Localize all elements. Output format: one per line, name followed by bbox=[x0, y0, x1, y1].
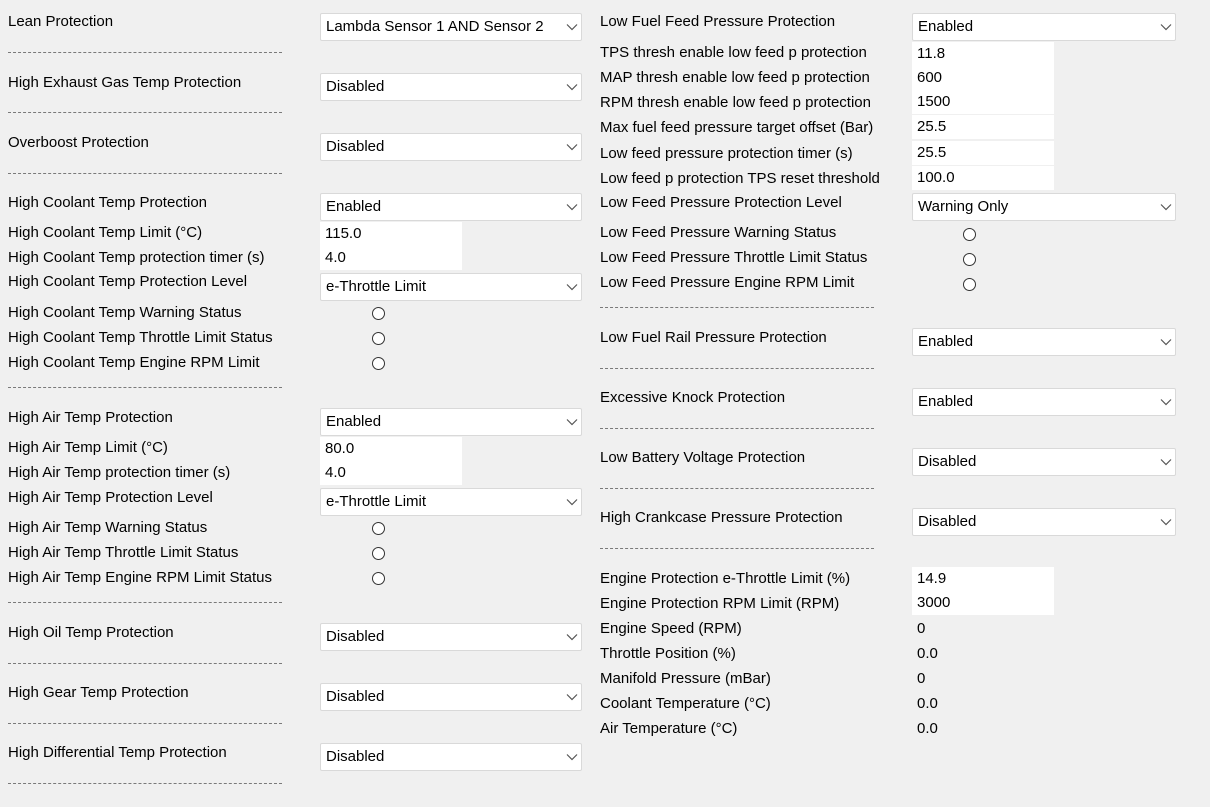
battery-protection-label: Low Battery Voltage Protection bbox=[600, 449, 806, 466]
knock-protection-select[interactable] bbox=[912, 388, 1176, 416]
chevron-down-icon bbox=[563, 280, 581, 294]
coolant-level-value: e-Throttle Limit bbox=[326, 278, 427, 295]
chevron-down-icon bbox=[1157, 20, 1175, 34]
knock-protection-label: Excessive Knock Protection bbox=[600, 389, 786, 406]
lfp-warning-radio-icon bbox=[963, 228, 976, 241]
chevron-down-icon bbox=[563, 630, 581, 644]
air-limit-input[interactable]: 80.0 bbox=[320, 437, 462, 461]
rail-protection-select[interactable] bbox=[912, 328, 1176, 356]
lfp-max-offset-label: Max fuel feed pressure target offset (Bar) bbox=[600, 119, 874, 136]
throttle-position-label: Throttle Position (%) bbox=[600, 645, 736, 662]
chevron-down-icon bbox=[563, 20, 581, 34]
oil-protection-label: High Oil Temp Protection bbox=[8, 624, 174, 641]
separator bbox=[8, 173, 282, 175]
lfp-level-select[interactable] bbox=[912, 193, 1176, 221]
lfp-rpm-radio-icon bbox=[963, 278, 976, 291]
lfp-tps-reset-label: Low feed p protection TPS reset threshold bbox=[600, 170, 880, 187]
coolant-rpm-label: High Coolant Temp Engine RPM Limit bbox=[8, 354, 260, 371]
air-level-value: e-Throttle Limit bbox=[326, 493, 427, 510]
separator bbox=[8, 387, 282, 389]
air-timer-label: High Air Temp protection timer (s) bbox=[8, 464, 231, 481]
diff-protection-value: Disabled bbox=[326, 748, 385, 765]
rpm-limit-input[interactable]: 3000 bbox=[912, 591, 1054, 615]
lfp-warning-label: Low Feed Pressure Warning Status bbox=[600, 224, 837, 241]
overboost-protection-label: Overboost Protection bbox=[8, 134, 149, 151]
lfp-tps-label: TPS thresh enable low feed p protection bbox=[600, 44, 867, 61]
chevron-down-icon bbox=[563, 200, 581, 214]
lfp-protection-select[interactable] bbox=[912, 13, 1176, 41]
lfp-tps-reset-input[interactable]: 100.0 bbox=[912, 166, 1054, 190]
egt-protection-label: High Exhaust Gas Temp Protection bbox=[8, 74, 242, 91]
lean-protection-select[interactable] bbox=[320, 13, 582, 41]
separator bbox=[600, 548, 874, 550]
air-level-label: High Air Temp Protection Level bbox=[8, 489, 213, 506]
chevron-down-icon bbox=[1157, 515, 1175, 529]
air-limit-label: High Air Temp Limit (°C) bbox=[8, 439, 168, 456]
engine-speed-value: 0 bbox=[917, 620, 926, 637]
etl-input[interactable]: 14.9 bbox=[912, 567, 1054, 591]
separator bbox=[8, 663, 282, 665]
lfp-timer-label: Low feed pressure protection timer (s) bbox=[600, 145, 853, 162]
coolant-level-select[interactable] bbox=[320, 273, 582, 301]
battery-protection-value: Disabled bbox=[918, 453, 977, 470]
lfp-protection-value: Enabled bbox=[918, 18, 974, 35]
chevron-down-icon bbox=[1157, 455, 1175, 469]
knock-protection-value: Enabled bbox=[918, 393, 974, 410]
separator bbox=[600, 428, 874, 430]
separator bbox=[8, 783, 282, 785]
engine-speed-label: Engine Speed (RPM) bbox=[600, 620, 742, 637]
coolant-protection-label: High Coolant Temp Protection bbox=[8, 194, 207, 211]
coolant-limit-input[interactable]: 115.0 bbox=[320, 222, 462, 246]
coolant-throttle-radio-icon bbox=[372, 332, 385, 345]
lfp-max-offset-input[interactable]: 25.5 bbox=[912, 115, 1054, 139]
lfp-throttle-radio-icon bbox=[963, 253, 976, 266]
rpm-limit-label: Engine Protection RPM Limit (RPM) bbox=[600, 595, 840, 612]
lfp-level-label: Low Feed Pressure Protection Level bbox=[600, 194, 842, 211]
diff-protection-label: High Differential Temp Protection bbox=[8, 744, 227, 761]
rail-protection-label: Low Fuel Rail Pressure Protection bbox=[600, 329, 827, 346]
air-temperature-value: 0.0 bbox=[917, 720, 938, 737]
gear-protection-select[interactable] bbox=[320, 683, 582, 711]
coolant-rpm-radio-icon bbox=[372, 357, 385, 370]
coolant-warning-radio-icon bbox=[372, 307, 385, 320]
chevron-down-icon bbox=[563, 495, 581, 509]
lfp-rpm-thresh-input[interactable]: 1500 bbox=[912, 90, 1054, 114]
coolant-temperature-value: 0.0 bbox=[917, 695, 938, 712]
gear-protection-value: Disabled bbox=[326, 688, 385, 705]
air-rpm-radio-icon bbox=[372, 572, 385, 585]
chevron-down-icon bbox=[1157, 335, 1175, 349]
lfp-rpm-label: Low Feed Pressure Engine RPM Limit bbox=[600, 274, 855, 291]
lfp-level-value: Warning Only bbox=[918, 198, 1009, 215]
lfp-tps-input[interactable]: 11.8 bbox=[912, 42, 1054, 66]
oil-protection-select[interactable] bbox=[320, 623, 582, 651]
air-throttle-label: High Air Temp Throttle Limit Status bbox=[8, 544, 239, 561]
air-protection-label: High Air Temp Protection bbox=[8, 409, 173, 426]
coolant-warning-label: High Coolant Temp Warning Status bbox=[8, 304, 242, 321]
manifold-pressure-value: 0 bbox=[917, 670, 926, 687]
oil-protection-value: Disabled bbox=[326, 628, 385, 645]
lfp-timer-input[interactable]: 25.5 bbox=[912, 141, 1054, 165]
air-level-select[interactable] bbox=[320, 488, 582, 516]
lean-protection-label: Lean Protection bbox=[8, 13, 114, 30]
chevron-down-icon bbox=[563, 140, 581, 154]
lean-protection-value: Lambda Sensor 1 AND Sensor 2 bbox=[326, 18, 544, 35]
separator bbox=[8, 723, 282, 725]
air-throttle-radio-icon bbox=[372, 547, 385, 560]
separator bbox=[600, 488, 874, 490]
gear-protection-label: High Gear Temp Protection bbox=[8, 684, 189, 701]
coolant-protection-value: Enabled bbox=[326, 198, 382, 215]
coolant-timer-label: High Coolant Temp protection timer (s) bbox=[8, 249, 265, 266]
air-protection-value: Enabled bbox=[326, 413, 382, 430]
air-temperature-label: Air Temperature (°C) bbox=[600, 720, 738, 737]
air-warning-radio-icon bbox=[372, 522, 385, 535]
separator bbox=[8, 52, 282, 54]
coolant-limit-label: High Coolant Temp Limit (°C) bbox=[8, 224, 203, 241]
coolant-throttle-label: High Coolant Temp Throttle Limit Status bbox=[8, 329, 273, 346]
chevron-down-icon bbox=[563, 415, 581, 429]
coolant-level-label: High Coolant Temp Protection Level bbox=[8, 273, 248, 290]
air-rpm-label: High Air Temp Engine RPM Limit Status bbox=[8, 569, 273, 586]
crankcase-protection-select[interactable] bbox=[912, 508, 1176, 536]
throttle-position-value: 0.0 bbox=[917, 645, 938, 662]
air-warning-label: High Air Temp Warning Status bbox=[8, 519, 208, 536]
air-protection-select[interactable] bbox=[320, 408, 582, 436]
egt-protection-select[interactable] bbox=[320, 73, 582, 101]
lfp-protection-label: Low Fuel Feed Pressure Protection bbox=[600, 13, 836, 30]
air-timer-input[interactable]: 4.0 bbox=[320, 461, 462, 485]
coolant-protection-select[interactable] bbox=[320, 193, 582, 221]
battery-protection-select[interactable] bbox=[912, 448, 1176, 476]
separator bbox=[8, 112, 282, 114]
chevron-down-icon bbox=[563, 750, 581, 764]
overboost-protection-value: Disabled bbox=[326, 138, 385, 155]
crankcase-protection-label: High Crankcase Pressure Protection bbox=[600, 509, 843, 526]
coolant-timer-input[interactable]: 4.0 bbox=[320, 246, 462, 270]
chevron-down-icon bbox=[1157, 395, 1175, 409]
separator bbox=[8, 602, 282, 604]
chevron-down-icon bbox=[1157, 200, 1175, 214]
etl-label: Engine Protection e-Throttle Limit (%) bbox=[600, 570, 851, 587]
separator bbox=[600, 307, 874, 309]
lfp-throttle-label: Low Feed Pressure Throttle Limit Status bbox=[600, 249, 868, 266]
rail-protection-value: Enabled bbox=[918, 333, 974, 350]
separator bbox=[600, 368, 874, 370]
lfp-rpm-thresh-label: RPM thresh enable low feed p protection bbox=[600, 94, 871, 111]
egt-protection-value: Disabled bbox=[326, 78, 385, 95]
overboost-protection-select[interactable] bbox=[320, 133, 582, 161]
diff-protection-select[interactable] bbox=[320, 743, 582, 771]
manifold-pressure-label: Manifold Pressure (mBar) bbox=[600, 670, 771, 687]
lfp-map-input[interactable]: 600 bbox=[912, 66, 1054, 90]
crankcase-protection-value: Disabled bbox=[918, 513, 977, 530]
chevron-down-icon bbox=[563, 690, 581, 704]
chevron-down-icon bbox=[563, 80, 581, 94]
coolant-temperature-label: Coolant Temperature (°C) bbox=[600, 695, 771, 712]
lfp-map-label: MAP thresh enable low feed p protection bbox=[600, 69, 870, 86]
